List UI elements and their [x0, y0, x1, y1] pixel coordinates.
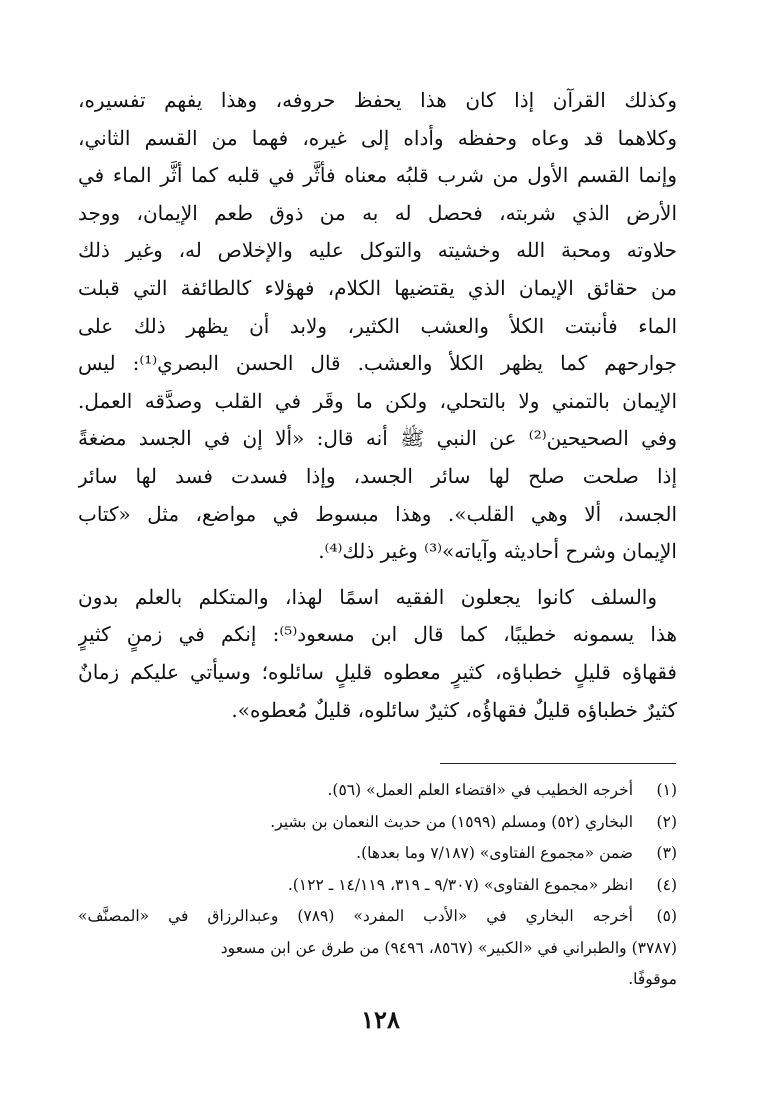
text-line: هذا يسمونه خطيبًا، كما قال ابن مسعود⁽⁵⁾: إنكم في زمنٍ كثيرٍ [78, 622, 677, 647]
page-number: ١٢٨ [361, 1005, 400, 1034]
footnote-text [78, 901, 633, 933]
text-line: وكلاهما قد وعاه وحفظه وأداه إلى غيره، فهما من القسم الثاني، [78, 125, 677, 150]
footnote-number: (٤) [656, 875, 677, 894]
footnote-text [78, 807, 633, 839]
text-line: الأرض الذي شربته، فحصل له به من ذوق طعم الإيمان، ووجد [78, 200, 677, 225]
paragraph [78, 82, 677, 571]
footnote-number: (٢) [656, 812, 677, 831]
text-line: وفي الصحيحين⁽²⁾ عن النبي ﷺ أنه قال: «ألا إن في الجسد مضغةً [78, 426, 677, 451]
footnote [78, 838, 677, 870]
footnote-number: (١) [656, 781, 677, 799]
text-line: جوارحهم كما يظهر الكلأ والعشب. قال الحسن البصري⁽¹⁾: ليس [78, 351, 677, 376]
footnote [78, 775, 677, 807]
paragraph-gap [78, 571, 677, 579]
footnote-text [78, 775, 633, 807]
text-line: الماء فأنبتت الكلأ والعشب الكثير، ولابد أن يظهر ذلك على [78, 313, 677, 338]
text-line: وإنما القسم الأول من شرب قلبُه معناه فأثَّر في قلبه كما أثَّر الماء في [78, 163, 677, 188]
text-line: فقهاؤه قليلٍ خطباؤه، كثيرٍ معطوه قليلٍ سائلوه؛ وسيأتي عليكم زمانٌ [78, 659, 677, 684]
footnote-line: ضمن «مجموع الفتاوى» (٧/١٨٧ وما بعدها). [356, 844, 633, 862]
footnote-line: انظر «مجموع الفتاوى» (٩/٣٠٧ ـ ٣١٩، ١٤/١١٩ ـ ١٢٢). [287, 875, 633, 894]
footnote [78, 901, 677, 933]
footnote-number: (٣) [656, 844, 677, 862]
footnote-line: (٣٧٨٧) والطبراني في «الكبير» (٨٥٦٧، ٩٤٩٦) من طرق عن ابن مسعود [220, 938, 677, 957]
footnote-line: أخرجه البخاري في «الأدب المفرد» (٧٨٩) وعبدالرزاق في «المصنَّف» [78, 907, 633, 925]
footnote [78, 807, 677, 839]
footnote-separator [440, 763, 676, 764]
text-line: الجسد، ألا وهي القلب». وهذا مبسوط في مواضع، مثل «كتاب [78, 501, 677, 526]
footnote-line: موقوفًا. [628, 970, 677, 988]
main-text [78, 82, 677, 729]
footnote-number: (٥) [656, 907, 677, 925]
paragraph [78, 579, 677, 729]
text-line: الإيمان بالتمني ولا بالتحلي، ولكن ما وقَر في القلب وصدَّقه العمل. [78, 388, 677, 413]
text-line: إذا صلحت صلح لها سائر الجسد، وإذا فسدت فسد لها سائر [78, 463, 677, 488]
text-line: كثيرٌ خطباؤه قليلٌ فقهاؤُه، كثيرٌ سائلوه، قليلٌ مُعطوه». [231, 697, 677, 722]
footnote [78, 870, 677, 902]
footnote-line: أخرجه الخطيب في «اقتضاء العلم العمل» (٥٦). [327, 781, 633, 799]
footnotes [78, 775, 677, 996]
text-line: من حقائق الإيمان الذي يقتضيها الكلام، فهؤلاء كالطائفة التي قبلت [78, 275, 677, 300]
footnote-text [78, 870, 633, 902]
footnote-line: البخاري (٥٢) ومسلم (١٥٩٩) من حديث النعمان بن بشير. [270, 812, 633, 831]
text-line: والسلف كانوا يجعلون الفقيه اسمًا لهذا، والمتكلم بالعلم بدون [78, 584, 657, 609]
text-line: حلاوته ومحبة الله وخشيته والتوكل عليه والإخلاص له، وغير ذلك [78, 238, 677, 263]
text-line: وكذلك القرآن إذا كان هذا يحفظ حروفه، وهذا يفهم تفسيره، [78, 88, 677, 112]
text-line: الإيمان وشرح أحاديثه وآياته»⁽³⁾ وغير ذلك⁽⁴⁾. [318, 539, 677, 564]
footnote-text [78, 838, 633, 870]
footnote-continuation [78, 933, 677, 996]
